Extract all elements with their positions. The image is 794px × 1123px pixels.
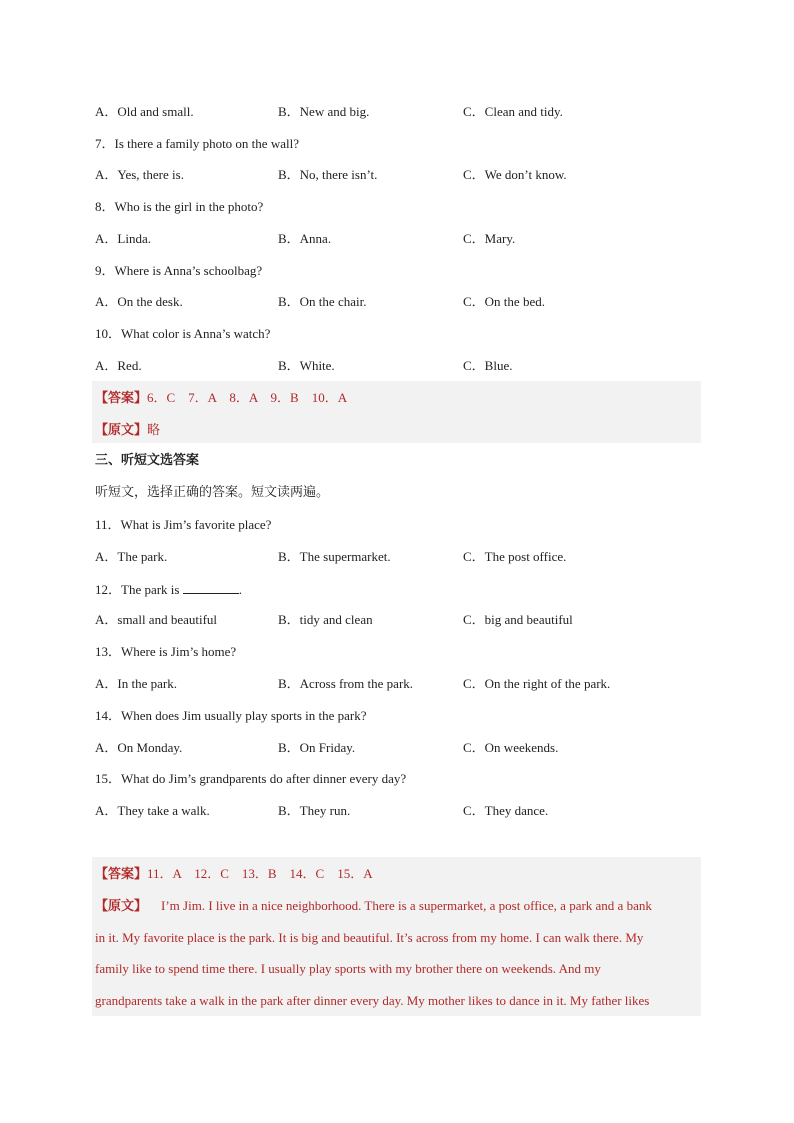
q6-option-c[interactable]: C．Clean and tidy. [463,104,563,119]
q9-question: 9．Where is Anna’s schoolbag? [95,263,263,278]
q13-option-c[interactable]: C．On the right of the park. [463,676,611,691]
section3-heading: 三、听短文选答案 [95,453,200,468]
q12-option-c[interactable]: C．big and beautiful [463,612,573,627]
q14-option-b[interactable]: B．On Friday. [278,740,356,755]
q8-question: 8．Who is the girl in the photo? [95,199,264,214]
q12-question-prefix: 12．The park is [95,582,180,597]
transcript-line-3: family like to spend time there. I usually play sports with my brother there on weekends. And my [95,961,601,976]
answer-text: 11．A 12．C 13．B 14．C 15．A [147,866,373,881]
original-line-6-10 [95,422,160,439]
q10-option-a[interactable]: A．Red. [95,358,142,373]
q6-option-a[interactable]: A．Old and small. [95,104,194,119]
q14-option-a[interactable]: A．On Monday. [95,740,183,755]
q14-option-c[interactable]: C．On weekends. [463,740,559,755]
q7-option-c[interactable]: C．We don’t know. [463,167,567,182]
answer-box-section3 [92,857,701,1016]
original-label: 【原文】 [95,423,148,438]
original-text: 略 [147,423,161,438]
q11-question: 11．What is Jim’s favorite place? [95,517,272,532]
q13-question: 13．Where is Jim’s home? [95,644,237,659]
answer-label: 【答案】 [95,391,148,406]
q15-option-a[interactable]: A．They take a walk. [95,803,210,818]
transcript-line-1 [95,898,695,915]
answer-box-section2 [92,381,701,443]
answer-line-11-15 [95,866,373,883]
q10-question: 10．What color is Anna’s watch? [95,326,271,341]
section3-instruction: 听短文，选择正确的答案。短文读两遍。 [95,485,330,500]
q15-option-c[interactable]: C．They dance. [463,803,549,818]
q11-option-c[interactable]: C．The post office. [463,549,567,564]
q8-option-b[interactable]: B．Anna. [278,231,332,246]
q12-question-suffix: . [238,582,242,597]
q10-option-c[interactable]: C．Blue. [463,358,513,373]
q11-option-b[interactable]: B．The supermarket. [278,549,391,564]
q8-option-c[interactable]: C．Mary. [463,231,516,246]
q9-option-c[interactable]: C．On the bed. [463,294,545,309]
q12-option-b[interactable]: B．tidy and clean [278,612,373,627]
original-label: 【原文】 [95,899,148,914]
q6-option-b[interactable]: B．New and big. [278,104,370,119]
q7-question: 7．Is there a family photo on the wall? [95,136,299,151]
q9-option-a[interactable]: A．On the desk. [95,294,183,309]
transcript-line-4: grandparents take a walk in the park after dinner every day. My mother likes to dance in it. My father likes [95,993,650,1008]
q8-option-a[interactable]: A．Linda. [95,231,151,246]
q13-option-a[interactable]: A．In the park. [95,676,177,691]
answer-text: 6．C 7．A 8．A 9．B 10．A [147,390,348,405]
q7-option-b[interactable]: B．No, there isn’t. [278,167,378,182]
q9-option-b[interactable]: B．On the chair. [278,294,367,309]
q15-question: 15．What do Jim’s grandparents do after dinner every day? [95,771,407,786]
answer-label: 【答案】 [95,867,148,882]
q14-question: 14．When does Jim usually play sports in the park? [95,708,367,723]
q10-option-b[interactable]: B．White. [278,358,335,373]
answer-line-6-10 [95,390,347,407]
q15-option-b[interactable]: B．They run. [278,803,351,818]
q11-option-a[interactable]: A．The park. [95,549,168,564]
q12-question [95,581,242,598]
q13-option-b[interactable]: B．Across from the park. [278,676,414,691]
transcript-line-2: in it. My favorite place is the park. It is big and beautiful. It’s across from my home. I can walk there. My [95,930,644,945]
q12-blank[interactable] [183,581,239,594]
q12-option-a[interactable]: A．small and beautiful [95,612,218,627]
q7-option-a[interactable]: A．Yes, there is. [95,167,184,182]
transcript-text-1: I’m Jim. I live in a nice neighborhood. There is a supermarket, a post office, a park and a bank [161,898,652,913]
